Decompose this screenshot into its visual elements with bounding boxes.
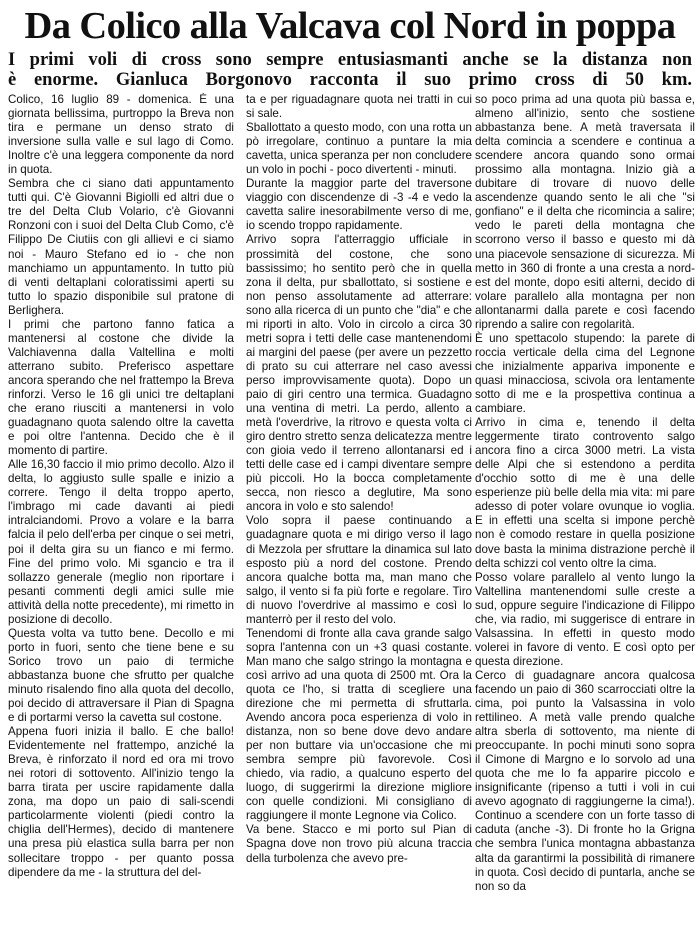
paragraph: I primi che partono fanno fatica a mantenersi al costone che divide la Valchiavenna dalla Valtellina e molti atterrano subito. Preferisco aspettare ancora sperando che nel frattempo la Breva rinforzi. Verso le 16 gli unici tre deltaplani che erano riusciti a mantenersi in volo guadagnano quota salendo oltre la cavetta e poi oltre l'antenna. Decido che è il momento di partire. [8,317,234,458]
paragraph: so poco prima ad una quota più bassa e, almeno all'inizio, sento che sostiene abbastanza bene. A metà traversata il delta comincia a scendere e continua a scendere ancora quando sono ormai prossimo alla montagna. Inizio già a dubitare di trovare di nuovo delle ascendenze quando sento le ali che "si gonfiano" e il delta che ricomincia a salire; vedo le pareti della montagna che scorrono verso il basso e questo mi dà una piacevole sensazione di sicurezza. Mi metto in 360 di fronte a una cresta a nord-est del monte, dopo esiti alterni, decido di volare parallelo alla montagna per non allontanarmi dalla parete e così facendo riprendo a salire con regolarità. [475,93,695,331]
paragraph: È uno spettacolo stupendo: la parete di roccia verticale della cima del Legnone che inizialmente appariva imponente e quasi minacciosa, scivola ora lentamente sotto di me e la prospettiva continua a cambiare. [475,331,695,416]
paragraph: Questa volta va tutto bene. Decollo e mi porto in fuori, sento che tiene bene e su Sorico trovo un paio di termiche abbastanza buone che sfrutto per qualche minuto risalendo fino alla quota del decollo, poi decido di attraversare il Pian di Spagna e di portarmi verso la cavetta sul costone. [8,626,234,725]
paragraph: Appena fuori inizia il ballo. E che ballo! Evidentemente nel frattempo, anziché la Breva, è rinforzato il nord ed ora mi trovo nei rotori di sottovento. All'inizio tengo la barra tirata per uscire rapidamente dalla zona, ma dopo un paio di sali-scendi particolarmente violenti (piedi contro la chiglia dell'Hermes), decido di mantenere una presa più elastica sulla barra per non sollecitare troppo - per quanto possa dipendere da me - la struttura del del- [8,725,234,879]
text-column-2 [246,93,472,943]
paragraph: Sembra che ci siano dati appuntamento tutti qui. C'è Giovanni Bigiolli ed altri due o tre del Delta Club Volario, c'è Giovanni Ronzoni con i suoi del Delta Club Como, c'è Filippo De Ciutiis con gli allievi e ci siamo noi - Mauro Stefano ed io - che non manchiamo un appuntamento. In tutto più di venti deltaplani coloratissimi aperti su tutto lo spazio disponibile sul pratone di Berlighera. [8,177,234,317]
paragraph: Volo sopra il paese continuando a guadagnare quota e mi dirigo verso il lago di Mezzola per sfruttare la dinamica sul lato esposto più a nord del costone. Prendo ancora qualche botta ma, man mano che salgo, il vento si fa più forte e regolare. Tiro di nuovo l'overdrive al massimo e così lo manterrò per il resto del volo. [246,514,472,626]
text-column-1 [8,93,234,943]
paragraph: Cerco di guadagnare ancora qualcosa facendo un paio di 360 scarrocciati oltre la cima, poi punto la Valsassina in volo rettilineo. A metà valle prendo qualche altra sberla di sottovento, ma niente di preoccupante. In pochi minuti sono sopra il Cimone di Margno e lo sorvolo ad una quota che me lo fa apparire piccolo e insignificante (ripenso a tutti i voli in cui avevo agognato di raggiungerne la cima!). Continuo a scendere con un forte tasso di caduta (anche -3). Di fronte ho la Grigna che sembra l'unica montagna abbastanza alta da garantirmi la possibilità di rimanere in quota. Così decido di puntarla, anche se non so da [475,668,695,893]
paragraph: Posso volare parallelo al vento lungo la Valtellina mantenendomi sulle creste a sud, oppure seguire l'indicazione di Filippo che, via radio, mi suggerisce di entrare in Valsassina. In effetti in questo modo volerei in favore di vento. E così opto per questa direzione. [475,570,695,668]
subheadline-line: I primi voli di cross sono sempre entusiasmanti anche se la distanza non [8,50,692,70]
article-subheadline [8,50,692,90]
paragraph: Durante la maggior parte del traversone viaggio con discendenze di -3 -4 e vedo la cavetta salire inesorabilmente verso di me, io scendo troppo rapidamente. [246,177,472,233]
paragraph: Va bene. Stacco e mi porto sul Pian di Spagna dove non trovo più alcuna traccia della turbolenza che avevo pre- [246,823,472,865]
article-body [0,93,700,943]
paragraph: ta e per riguadagnare quota nei tratti in cui si sale. [246,93,472,121]
paragraph: Arrivo sopra l'atterraggio ufficiale in prossimità del costone, che sono bassissimo; ho sentito però che in quella zona il delta, pur sballottato, si sostiene e non penso assolutamente ad atterrare: sono alla ricerca di un punto che "dia" e che mi riporti in alto. Volo in circolo a circa 30 metri sopra i tetti delle case mantenendomi ai margini del paese (per avere un pezzetto di prato su cui atterrare nel caso avessi perso improvvisamente quota). Dopo un paio di giri centro una termica. Guadagno una ventina di metri. La perdo, allento a metà l'overdrive, la ritrovo e questa volta ci giro dentro stretto senza delicatezza mentre con gioia vedo il terreno allontanarsi ed i tetti delle case ed i campi diventare sempre più piccoli. Ho la bocca completamente secca, non riesco a deglutire, Ma sono ancora in volo e sto salendo! [246,233,472,514]
text-column-3 [475,93,695,943]
paragraph: Tenendomi di fronte alla cava grande salgo sopra l'antenna con un +3 quasi costante. Man mano che salgo stringo la montagna e così arrivo ad una quota di 2500 mt. Ora la quota ce l'ho, si tratta di scegliere una direzione che mi permetta di sfruttarla. Avendo ancora poca esperienza di volo in distanza, non so bene dove devo andare per non buttare via un'occasione che mi sembra sempre più favorevole. Così chiedo, via radio, a qualcuno esperto del luogo, di suggerirmi la direzione migliore con quelle condizioni. Mi consigliano di raggiungere il monte Legnone via Colico. [246,626,472,823]
paragraph: Colico, 16 luglio 89 - domenica. È una giornata bellissima, purtroppo la Breva non tira e permane un denso strato di inversione sulla valle e sul lago di Como. Inoltre c'è una leggera componente da nord in quota. [8,93,234,177]
subheadline-line: è enorme. Gianluca Borgonovo racconta il suo primo cross di 50 km. [8,70,692,90]
paragraph: Arrivo in cima e, tenendo il delta leggermente tirato controvento salgo ancora fino a circa 3000 metri. La vista delle Alpi che si estendono a perdita d'occhio sotto di me è una delle esperienze più belle della mia vita: mi pare adesso di poter volare ovunque io voglia. E in effetti una scelta si impone perchè non è comodo restare in quella posizione dove basta la minima distrazione perchè il delta schizzi col vento oltre la cima. [475,416,695,570]
paragraph: Sballottato a questo modo, con una rotta un pò irregolare, continuo a puntare la mia cavetta, unica speranza per non concludere un volo in pochi - poco divertenti - minuti. [246,121,472,177]
paragraph: Alle 16,30 faccio il mio primo decollo. Alzo il delta, lo aggiusto sulle spalle e inizio a correre. Tengo il delta troppo aperto, l'imbrago mi cade davanti ai piedi intralciandomi. Provo a volare e la barra falcia il pelo dell'erba per cinque o sei metri, poi il delta gira su un fianco e mi fermo. Fine del primo volo. Mi sgancio e tra il sollazzo generale (meglio non riportare i pesanti commenti degli amici sulle mie attività della notte precedente), mi rimetto in posizione di decollo. [8,458,234,626]
article-headline: Da Colico alla Valcava col Nord in poppa [24,5,676,47]
